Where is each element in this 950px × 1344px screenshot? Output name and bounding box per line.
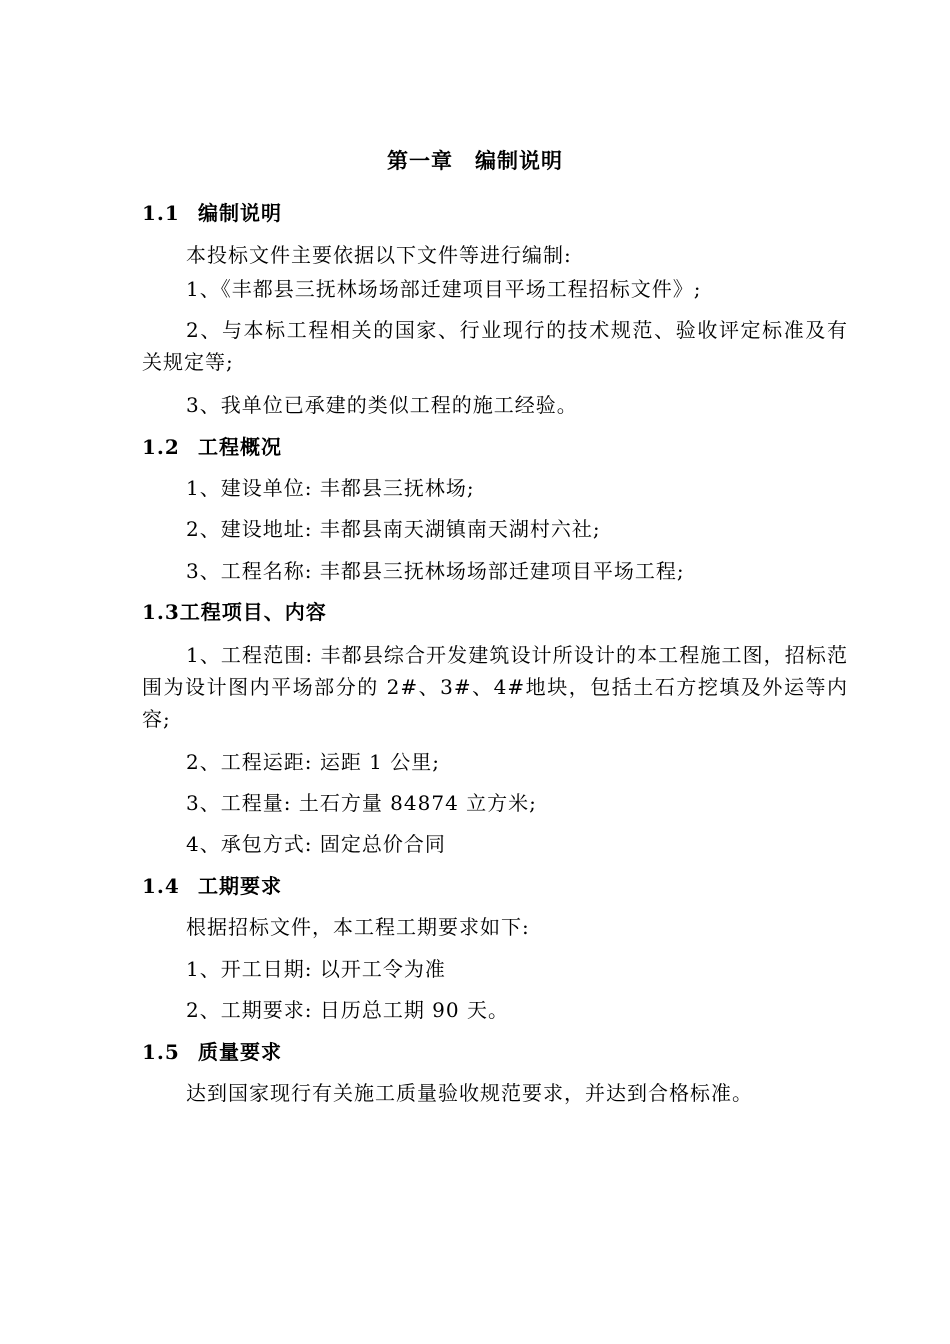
chapter-title-text: 编制说明	[475, 148, 563, 173]
list-item: 1、《丰都县三抚林场场部迁建项目平场工程招标文件》;	[186, 277, 702, 301]
section-number: 1.2	[142, 435, 180, 459]
list-item: 2、工期要求: 日历总工期 90 天。	[186, 998, 509, 1022]
section-heading-1-2	[142, 432, 282, 462]
list-item: 2、工程运距: 运距 1 公里;	[186, 750, 440, 774]
section-heading-1-1	[142, 198, 282, 228]
list-item: 2、与本标工程相关的国家、行业现行的技术规范、验收评定标准及有关规定等;	[142, 318, 848, 374]
section-heading-1-4	[142, 871, 282, 901]
section-title: 工期要求	[198, 874, 282, 898]
list-item: 1、建设单位: 丰都县三抚林场;	[186, 476, 475, 500]
section-title: 编制说明	[198, 201, 282, 225]
section-title: 质量要求	[198, 1040, 282, 1064]
list-item: 3、我单位已承建的类似工程的施工经验。	[186, 393, 578, 417]
section-number: 1.5	[142, 1040, 180, 1064]
section-heading-1-3	[142, 597, 327, 627]
list-item: 1、开工日期: 以开工令为准	[186, 957, 446, 981]
list-item: 3、工程量: 土石方量 84874 立方米;	[186, 791, 537, 815]
list-item: 2、建设地址: 丰都县南天湖镇南天湖村六社;	[186, 517, 601, 541]
list-item: 4、承包方式: 固定总价合同	[186, 832, 446, 856]
chapter-label: 第一章	[387, 148, 453, 173]
list-item: 3、工程名称: 丰都县三抚林场场部迁建项目平场工程;	[186, 559, 685, 583]
list-item: 1、工程范围: 丰都县综合开发建筑设计所设计的本工程施工图，招标范围为设计图内平场部分的 2#、3#、4#地块，包括土石方挖填及外运等内容;	[142, 643, 848, 731]
section-title: 工程项目、内容	[179, 600, 327, 624]
paragraph: 达到国家现行有关施工质量验收规范要求，并达到合格标准。	[186, 1081, 753, 1105]
section-number: 1.1	[142, 201, 180, 225]
paragraph: 本投标文件主要依据以下文件等进行编制:	[186, 243, 572, 267]
chapter-title	[0, 146, 950, 176]
paragraph: 根据招标文件，本工程工期要求如下:	[186, 915, 530, 939]
section-title: 工程概况	[198, 435, 282, 459]
section-number: 1.3	[142, 600, 180, 624]
section-heading-1-5	[142, 1037, 282, 1067]
section-number: 1.4	[142, 874, 180, 898]
